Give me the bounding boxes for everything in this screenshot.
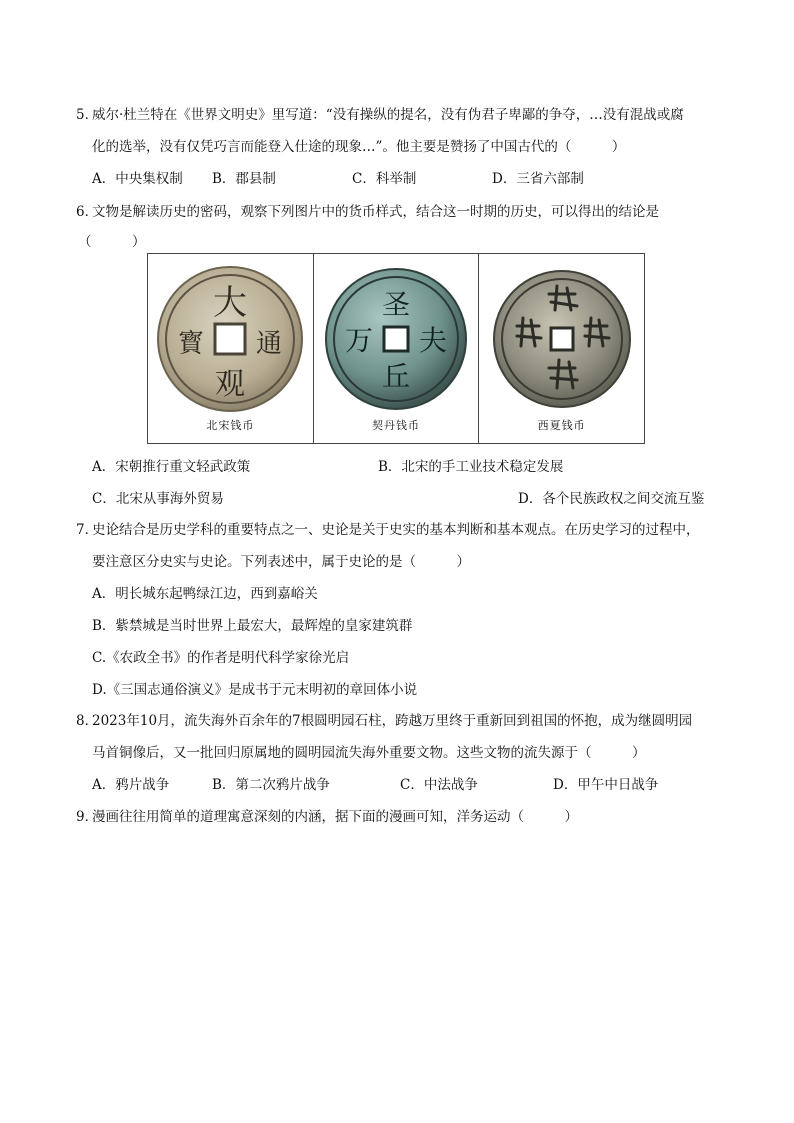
question-6-stem-line2: （ ） (78, 234, 146, 250)
question-6-number: 6． (76, 204, 99, 220)
question-7-stem-line1: 史论结合是历史学科的重要特点之一、史论是关于史实的基本判断和基本观点。在历史学习的过程中， (92, 522, 700, 538)
question-7-option-a[interactable]: A．明长城东起鸭绿江边，西到嘉峪关 (92, 586, 318, 602)
question-5-stem-line1: 威尔·杜兰特在《世界文明史》里写道：“没有操纵的提名，没有伪君子卑鄙的争夺，…没有混战或腐 (92, 107, 684, 123)
question-6-option-b[interactable]: B．北宋的手工业技术稳定发展 (378, 459, 564, 475)
question-8-option-c[interactable]: C．中法战争 (400, 777, 478, 793)
question-5-option-d[interactable]: D．三省六部制 (492, 171, 584, 187)
coin1-char-right: 通 (256, 329, 283, 359)
coin1-char-left: 寳 (178, 329, 205, 359)
question-5-option-b[interactable]: B．郡县制 (212, 171, 276, 187)
coin-cell-western-xia (479, 254, 644, 443)
question-6-stem-line1: 文物是解读历史的密码，观察下列图片中的货币样式，结合这一时期的历史，可以得出的结论是 (92, 204, 659, 220)
question-7-option-c[interactable]: C.《农政全书》的作者是明代科学家徐光启 (92, 650, 350, 666)
coin-caption-northern-song: 北宋钱币 (206, 419, 255, 432)
question-5-stem-line2: 化的选举，没有仅凭巧言而能登入仕途的现象…”。他主要是赞扬了中国古代的（ ） (92, 139, 626, 155)
coin-cell-northern-song (148, 254, 314, 443)
question-6-option-d[interactable]: D．各个民族政权之间交流互鉴 (518, 491, 705, 507)
khitan-coin-icon (321, 264, 471, 414)
coin2-char-bottom: 丘 (381, 360, 411, 393)
question-5-option-a[interactable]: A．中央集权制 (92, 171, 183, 187)
question-8-number: 8． (76, 713, 99, 729)
question-7-number: 7． (76, 522, 99, 538)
coin1-char-bottom: 观 (215, 367, 246, 402)
question-7-option-b[interactable]: B．紫禁城是当时世界上最宏大，最辉煌的皇家建筑群 (92, 618, 413, 634)
question-9-stem-line1: 漫画往往用简单的道理寓意深刻的内涵，据下面的漫画可知，洋务运动（ ） (92, 809, 578, 825)
question-9-number: 9． (76, 809, 99, 825)
question-8-option-a[interactable]: A．鸦片战争 (92, 777, 170, 793)
coin2-char-top: 圣 (381, 288, 411, 321)
coin1-char-top: 大 (213, 283, 248, 323)
question-5-option-c[interactable]: C．科举制 (352, 171, 417, 187)
coin-caption-western-xia: 西夏钱币 (537, 419, 586, 432)
coin-image-table (147, 253, 645, 444)
coin-caption-khitan: 契丹钱币 (372, 419, 420, 432)
question-5-number: 5． (76, 107, 99, 123)
northern-song-coin-icon (155, 264, 305, 414)
question-8-stem-line2: 马首铜像后，又一批回归原属地的圆明园流失海外重要文物。这些文物的流失源于（ ） (92, 745, 646, 761)
question-8-stem-line1: 2023年10月，流失海外百余年的7根圆明园石柱，跨越万里终于重新回到祖国的怀抱，成为继圆明园 (92, 713, 693, 729)
question-7-stem-line2: 要注意区分史实与史论。下列表述中，属于史论的是（ ） (92, 554, 470, 570)
question-6-option-a[interactable]: A．宋朝推行重文轻武政策 (92, 459, 251, 475)
question-8-option-d[interactable]: D．甲午中日战争 (553, 777, 659, 793)
coin2-char-left: 万 (344, 324, 374, 357)
question-8-option-b[interactable]: B．第二次鸦片战争 (212, 777, 330, 793)
western-xia-coin-icon (487, 264, 637, 414)
question-6-option-c[interactable]: C．北宋从事海外贸易 (92, 491, 224, 507)
question-7-option-d[interactable]: D.《三国志通俗演义》是成书于元末明初的章回体小说 (92, 682, 418, 698)
coin-cell-khitan (314, 254, 480, 443)
coin2-char-right: 夫 (418, 324, 448, 357)
